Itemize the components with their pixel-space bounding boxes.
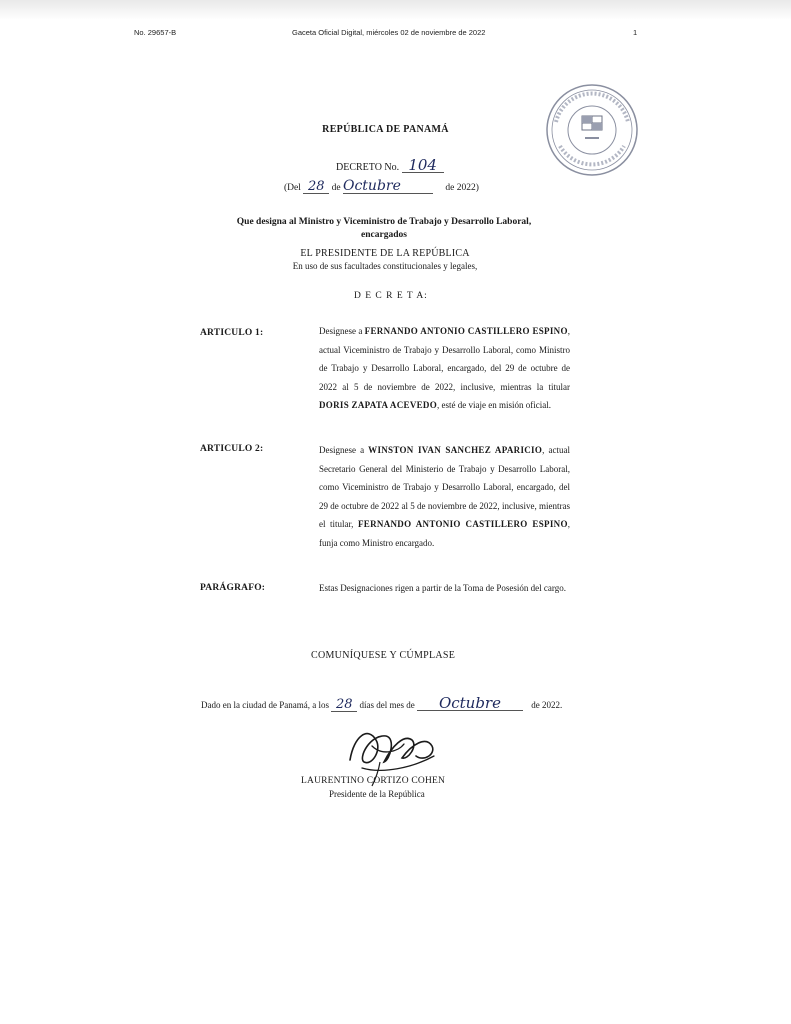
paragraph-segment: Estas Designaciones rigen a partir de la Toma de Posesión del cargo. <box>319 583 566 593</box>
paragraph-label: PARÁGRAFO: <box>200 583 266 593</box>
article-1-bold-name: DORIS ZAPATA ACEVEDO <box>319 400 438 410</box>
date-de: de <box>331 183 341 193</box>
article-2-segment: , actual Secretario General del Ministerio de Trabajo y Desarrollo Laboral, como Viceministro de Trabajo y Desarrollo Laboral, encargado, del 29 de octubre de 2022 al 5 de noviembre de 2022, inclusive, mientras el titular, <box>319 445 570 529</box>
decree-line <box>336 158 444 173</box>
article-2-text <box>319 441 570 552</box>
dated-day: 28 <box>331 699 357 712</box>
article-2-segment: Designese a <box>319 445 369 455</box>
decree-year: de 2022) <box>445 183 479 193</box>
subject-line-2: encargados <box>361 230 407 240</box>
decreta-heading: D E C R E T A: <box>354 291 428 301</box>
decree-day: 28 <box>303 181 329 194</box>
article-1-label: ARTICULO 1: <box>200 328 264 338</box>
article-1-bold-name: FERNANDO ANTONIO CASTILLERO ESPINO <box>364 326 568 336</box>
dated-middle: días del mes de <box>359 700 415 710</box>
dated-month: Octubre <box>417 696 523 711</box>
article-1-segment: , esté de viaje en misión oficial. <box>437 400 551 410</box>
authority-title: EL PRESIDENTE DE LA REPÚBLICA <box>300 248 470 259</box>
republic-title: REPÚBLICA DE PANAMÁ <box>322 124 449 135</box>
dated-prefix: Dado en la ciudad de Panamá, a los <box>201 700 329 710</box>
gazette-title: Gaceta Oficial Digital, miércoles 02 de noviembre de 2022 <box>292 28 486 37</box>
article-2-label: ARTICULO 2: <box>200 444 264 454</box>
article-1-text <box>319 322 570 415</box>
del-prefix: (Del <box>284 183 301 193</box>
signatory-name: LAURENTINO CORTIZO COHEN <box>301 776 446 786</box>
closing-formula: COMUNÍQUESE Y CÚMPLASE <box>311 650 456 661</box>
gazette-number: No. 29657-B <box>134 28 177 37</box>
scan-shadow <box>0 0 791 20</box>
decree-label: DECRETO No. <box>336 162 400 173</box>
decree-number: 104 <box>402 158 444 173</box>
authority-powers: En uso de sus facultades constitucionales y legales, <box>292 261 478 271</box>
page-number: 1 <box>633 28 638 37</box>
decree-date-line <box>284 180 479 194</box>
article-2-bold-name: WINSTON IVAN SANCHEZ APARICIO <box>368 445 543 455</box>
subject-line-1: Que designa al Ministro y Viceministro de Trabajo y Desarrollo Laboral, <box>236 217 532 227</box>
article-2-bold-name: FERNANDO ANTONIO CASTILLERO ESPINO <box>358 519 568 529</box>
decree-month: Octubre <box>343 180 433 194</box>
signatory-role: Presidente de la República <box>329 789 425 799</box>
article-1-segment: , actual Viceministro de Trabajo y Desarrollo Laboral, como Ministro de Trabajo y Desarrollo Laboral, encargado, del 29 de octubre de 2022 al 5 de noviembre de 2022, inclusive, mientras la titular <box>319 326 571 392</box>
article-1-segment: Designese a <box>319 326 365 336</box>
paragraph-text <box>319 579 570 598</box>
dated-line <box>201 696 562 712</box>
dated-suffix: de 2022. <box>531 700 563 710</box>
article-2-segment: , funja como Ministro encargado. <box>319 519 570 548</box>
